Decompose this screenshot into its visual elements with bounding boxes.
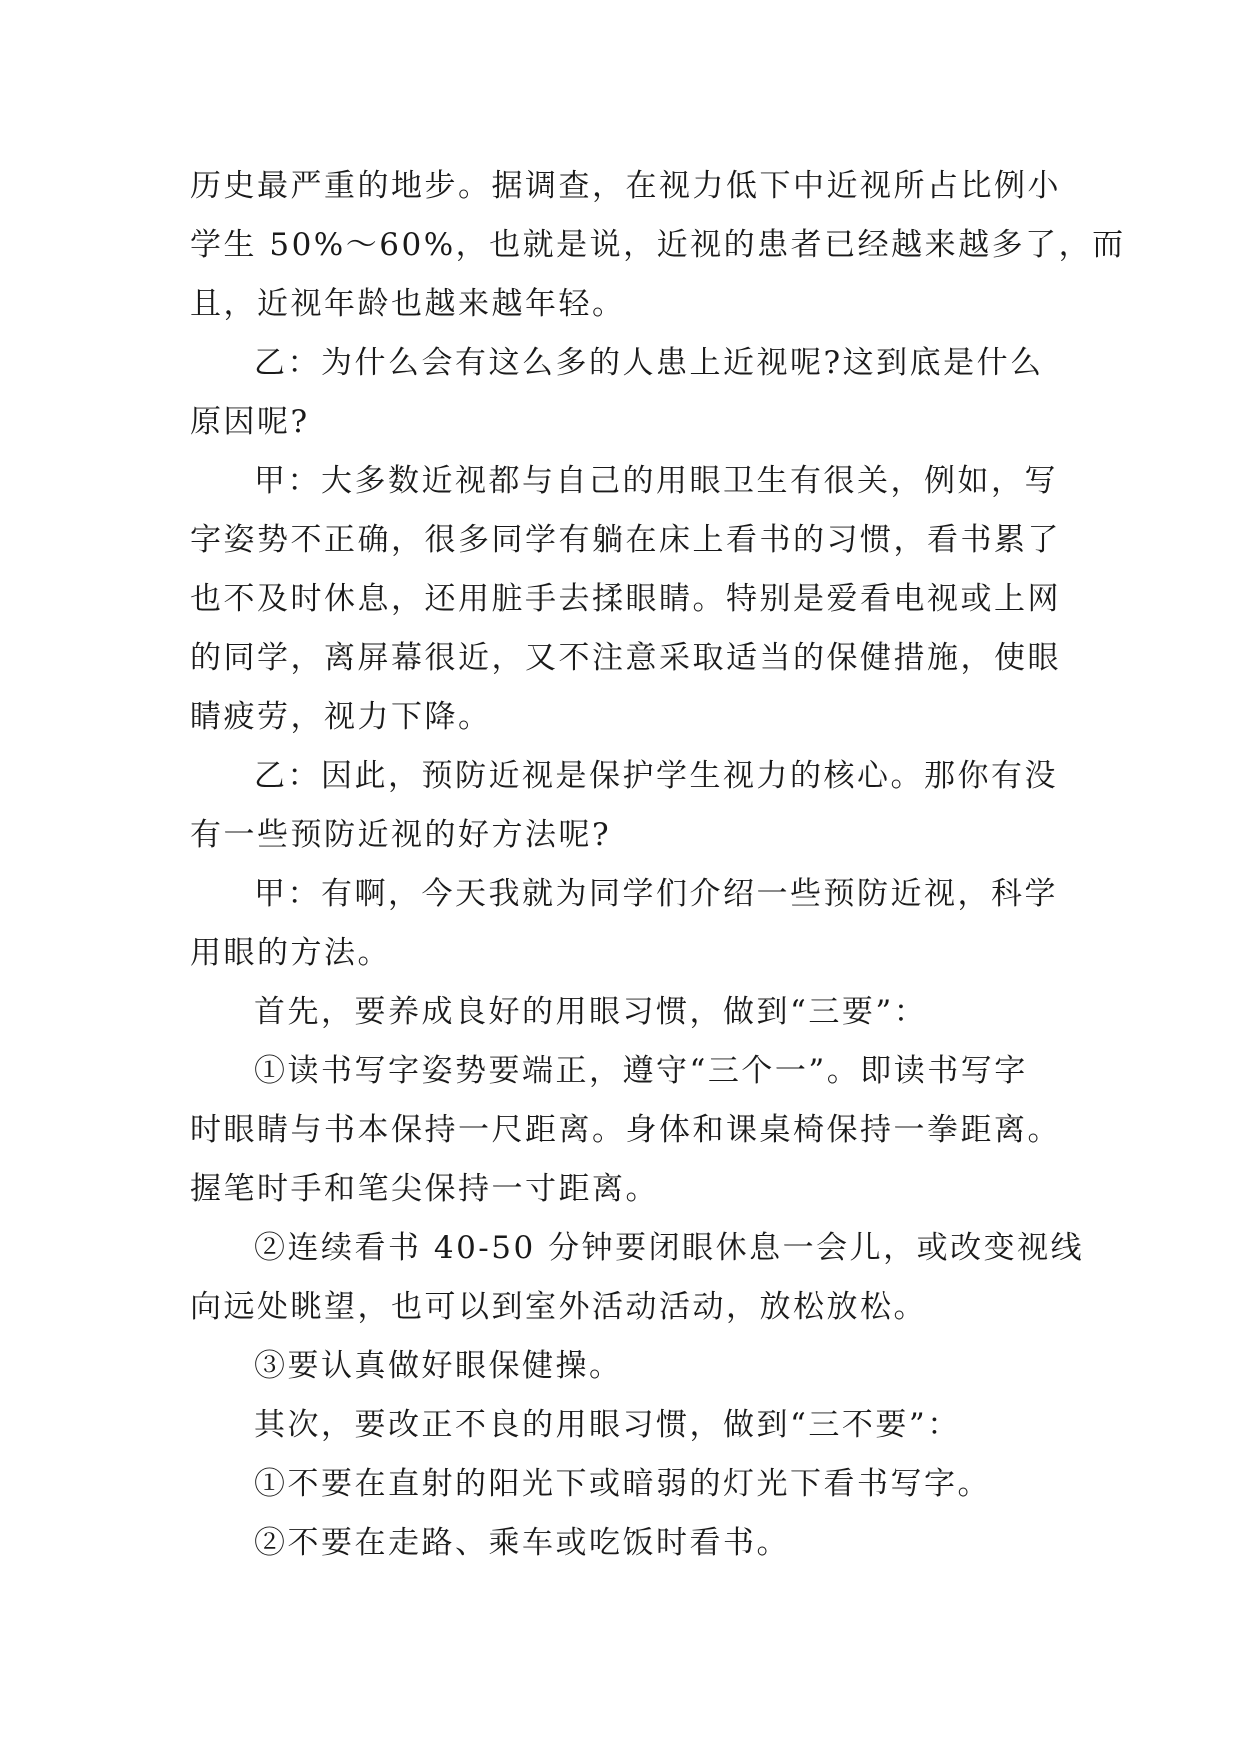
text-line: 字姿势不正确，很多同学有躺在床上看书的习惯，看书累了 — [190, 522, 1061, 558]
text-line: 乙：为什么会有这么多的人患上近视呢?这到底是什么 — [254, 345, 1044, 381]
text-line: ②连续看书 40-50 分钟要闭眼休息一会儿，或改变视线 — [254, 1230, 1085, 1266]
text-line: 向远处眺望，也可以到室外活动活动，放松放松。 — [190, 1289, 927, 1325]
text-line: 的同学，离屏幕很近，又不注意采取适当的保健措施，使眼 — [190, 640, 1061, 676]
text-line: 睛疲劳，视力下降。 — [190, 699, 492, 735]
text-line: 甲：有啊，今天我就为同学们介绍一些预防近视，科学 — [254, 876, 1058, 912]
text-line: ③要认真做好眼保健操。 — [254, 1348, 623, 1384]
text-line: 用眼的方法。 — [190, 935, 391, 971]
text-line: ①不要在直射的阳光下或暗弱的灯光下看书写字。 — [254, 1466, 991, 1502]
text-line: 也不及时休息，还用脏手去揉眼睛。特别是爱看电视或上网 — [190, 581, 1061, 617]
text-line: 学生 50%～60%，也就是说，近视的患者已经越来越多了，而 — [190, 227, 1126, 263]
text-line: ①读书写字姿势要端正，遵守“三个一”。即读书写字 — [254, 1053, 1028, 1089]
text-line: 甲：大多数近视都与自己的用眼卫生有很关，例如，写 — [254, 463, 1058, 499]
text-line: 且，近视年龄也越来越年轻。 — [190, 286, 626, 322]
text-line: 其次，要改正不良的用眼习惯，做到“三不要”： — [254, 1407, 961, 1443]
text-line: 乙：因此，预防近视是保护学生视力的核心。那你有没 — [254, 758, 1058, 794]
document-body — [190, 157, 1126, 1573]
text-line: 首先，要养成良好的用眼习惯，做到“三要”： — [254, 994, 928, 1030]
text-line: ②不要在走路、乘车或吃饭时看书。 — [254, 1525, 790, 1561]
text-line: 原因呢? — [190, 404, 310, 440]
text-line: 时眼睛与书本保持一尺距离。身体和课桌椅保持一拳距离。 — [190, 1112, 1061, 1148]
text-line: 握笔时手和笔尖保持一寸距离。 — [190, 1171, 659, 1207]
text-line: 历史最严重的地步。据调查，在视力低下中近视所占比例小 — [190, 168, 1061, 204]
text-line: 有一些预防近视的好方法呢? — [190, 817, 612, 853]
